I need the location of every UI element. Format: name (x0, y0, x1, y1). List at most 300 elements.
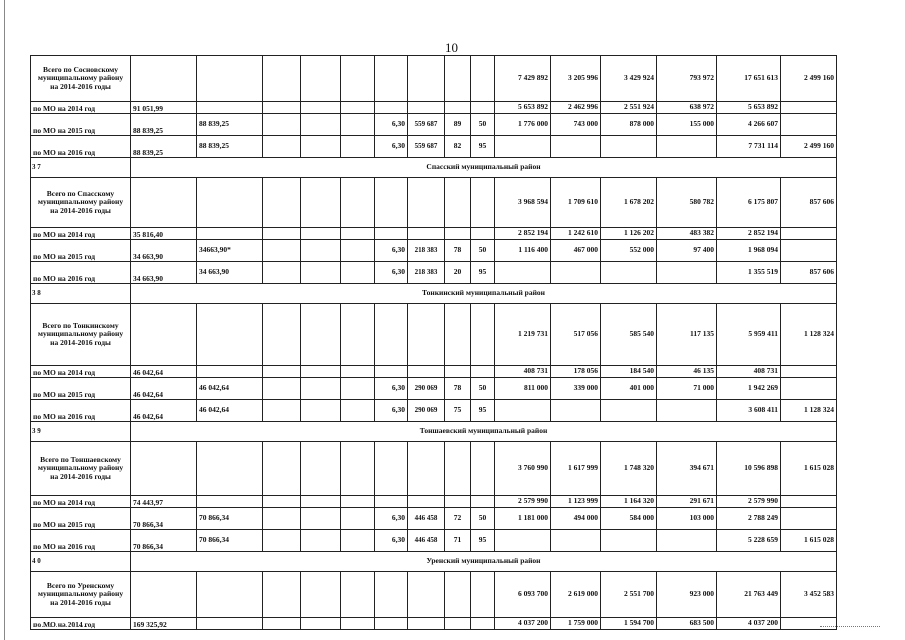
empty-cell (445, 56, 471, 102)
unit-cost: 559 687 (408, 136, 445, 158)
year-label: по МО на 2014 год (31, 496, 131, 508)
value-c12: 638 972 (657, 102, 717, 114)
value-c14: 857 606 (781, 262, 837, 284)
value-c12 (657, 530, 717, 552)
total-value-c9: 7 429 892 (495, 56, 551, 102)
value-c10: 2 462 996 (551, 102, 601, 114)
area-total: 34 663,90 (131, 240, 197, 262)
empty-cell (341, 530, 375, 552)
share-b: 95 (471, 400, 495, 422)
value-c14 (781, 508, 837, 530)
total-value-c13: 21 763 449 (717, 572, 781, 618)
area-resettled: 88 839,25 (197, 136, 263, 158)
total-value-c14: 1 128 324 (781, 304, 837, 366)
empty-cell (375, 572, 408, 618)
empty-cell (197, 56, 263, 102)
value-c14 (781, 496, 837, 508)
year-row (31, 378, 837, 400)
empty-cell (408, 572, 445, 618)
empty-cell (131, 304, 197, 366)
value-c13: 1 355 519 (717, 262, 781, 284)
share-a: 20 (445, 262, 471, 284)
empty-cell (301, 400, 341, 422)
year-label: по МО на 2016 год (31, 136, 131, 158)
total-label: Всего по Сосновскому муниципальному району на 2014-2016 годы (31, 56, 131, 102)
value-c12: 97 400 (657, 240, 717, 262)
year-label: по МО на 2015 год (31, 240, 131, 262)
empty-cell (197, 572, 263, 618)
year-row (31, 136, 837, 158)
empty-cell (263, 496, 301, 508)
value-c9 (495, 136, 551, 158)
value-c14 (781, 114, 837, 136)
value-c10: 178 056 (551, 366, 601, 378)
empty-cell (263, 102, 301, 114)
unit-cost: 290 069 (408, 400, 445, 422)
year-label: по МО на 2016 год (31, 530, 131, 552)
year-label: по МО на 2014 год (31, 102, 131, 114)
empty-cell (263, 240, 301, 262)
year-label: по МО на 2015 год (31, 378, 131, 400)
empty-cell (375, 56, 408, 102)
footer-mark-right (820, 626, 880, 628)
total-value-c13: 5 959 411 (717, 304, 781, 366)
value-c14 (781, 378, 837, 400)
empty-cell (301, 618, 341, 630)
unit-cost (408, 102, 445, 114)
empty-cell (131, 442, 197, 496)
year-row (31, 508, 837, 530)
year-row (31, 366, 837, 378)
area-total: 169 325,92 (131, 618, 197, 630)
value-c11: 2 551 924 (601, 102, 657, 114)
share-a (445, 366, 471, 378)
share-a (445, 102, 471, 114)
empty-cell (301, 366, 341, 378)
empty-cell (301, 56, 341, 102)
area-total: 70 866,34 (131, 530, 197, 552)
value-c13: 2 579 990 (717, 496, 781, 508)
empty-cell (197, 442, 263, 496)
share-a: 72 (445, 508, 471, 530)
value-c9 (495, 262, 551, 284)
empty-cell (341, 178, 375, 228)
value-c14: 1 615 028 (781, 530, 837, 552)
value-c14: 1 128 324 (781, 400, 837, 422)
value-c9: 811 000 (495, 378, 551, 400)
value-c11: 584 000 (601, 508, 657, 530)
empty-cell (263, 304, 301, 366)
value-c10: 1 123 999 (551, 496, 601, 508)
empty-cell (301, 442, 341, 496)
year-row (31, 618, 837, 630)
district-total-row (31, 572, 837, 618)
value-c11 (601, 262, 657, 284)
value-c11: 1 594 700 (601, 618, 657, 630)
value-c11 (601, 136, 657, 158)
area-resettled: 46 042,64 (197, 400, 263, 422)
share-b (471, 618, 495, 630)
section-header-row (31, 422, 837, 442)
empty-cell (471, 178, 495, 228)
area-resettled: 88 839,25 (197, 114, 263, 136)
value-c10 (551, 136, 601, 158)
value-c9: 1 116 400 (495, 240, 551, 262)
total-value-c11: 3 429 924 (601, 56, 657, 102)
value-c10 (551, 262, 601, 284)
empty-cell (341, 56, 375, 102)
empty-cell (301, 572, 341, 618)
value-c9: 4 037 200 (495, 618, 551, 630)
area-resettled (197, 618, 263, 630)
share-b (471, 228, 495, 240)
share-a (445, 228, 471, 240)
value-c11: 401 000 (601, 378, 657, 400)
empty-cell (341, 102, 375, 114)
share-a (445, 496, 471, 508)
year-label: по МО на 2015 год (31, 114, 131, 136)
area-resettled (197, 496, 263, 508)
section-title: Тонкинский муниципальный район (131, 284, 837, 304)
coefficient: 6,30 (375, 378, 408, 400)
section-header-row (31, 158, 837, 178)
empty-cell (301, 136, 341, 158)
area-total: 46 042,64 (131, 366, 197, 378)
total-value-c9: 1 219 731 (495, 304, 551, 366)
year-row (31, 228, 837, 240)
empty-cell (341, 136, 375, 158)
value-c13: 4 037 200 (717, 618, 781, 630)
empty-cell (197, 304, 263, 366)
empty-cell (263, 178, 301, 228)
empty-cell (445, 572, 471, 618)
year-row (31, 262, 837, 284)
total-value-c10: 1 617 999 (551, 442, 601, 496)
value-c11: 878 000 (601, 114, 657, 136)
empty-cell (301, 114, 341, 136)
area-total: 70 866,34 (131, 508, 197, 530)
area-resettled: 34663,90* (197, 240, 263, 262)
empty-cell (263, 572, 301, 618)
empty-cell (301, 508, 341, 530)
empty-cell (263, 136, 301, 158)
value-c9: 5 653 892 (495, 102, 551, 114)
area-resettled: 34 663,90 (197, 262, 263, 284)
empty-cell (408, 178, 445, 228)
total-value-c10: 2 619 000 (551, 572, 601, 618)
total-value-c9: 3 760 990 (495, 442, 551, 496)
unit-cost: 290 069 (408, 378, 445, 400)
total-value-c10: 3 205 996 (551, 56, 601, 102)
total-label: Всего по Уренскому муниципальному району на 2014-2016 годы (31, 572, 131, 618)
empty-cell (263, 366, 301, 378)
share-a (445, 618, 471, 630)
empty-cell (301, 178, 341, 228)
share-b: 50 (471, 508, 495, 530)
unit-cost (408, 228, 445, 240)
value-c11: 184 540 (601, 366, 657, 378)
empty-cell (471, 304, 495, 366)
empty-cell (301, 240, 341, 262)
share-a: 71 (445, 530, 471, 552)
coefficient (375, 618, 408, 630)
total-value-c14: 3 452 583 (781, 572, 837, 618)
value-c12: 103 000 (657, 508, 717, 530)
year-label: по МО на 2015 год (31, 508, 131, 530)
value-c10: 1 759 000 (551, 618, 601, 630)
empty-cell (301, 228, 341, 240)
year-label: по МО на 2016 год (31, 400, 131, 422)
coefficient: 6,30 (375, 530, 408, 552)
empty-cell (408, 304, 445, 366)
empty-cell (301, 262, 341, 284)
coefficient (375, 228, 408, 240)
page-number: 10 (445, 40, 458, 55)
empty-cell (263, 400, 301, 422)
year-row (31, 102, 837, 114)
section-title: Спасский муниципальный район (131, 158, 837, 178)
empty-cell (445, 178, 471, 228)
value-c10: 467 000 (551, 240, 601, 262)
total-label: Всего по Тонкинскому муниципальному району на 2014-2016 годы (31, 304, 131, 366)
year-row (31, 114, 837, 136)
empty-cell (445, 442, 471, 496)
total-value-c13: 6 175 807 (717, 178, 781, 228)
budget-table (30, 55, 837, 630)
share-b: 95 (471, 530, 495, 552)
value-c12: 483 382 (657, 228, 717, 240)
value-c12 (657, 136, 717, 158)
total-value-c14: 1 615 028 (781, 442, 837, 496)
total-value-c9: 3 968 594 (495, 178, 551, 228)
value-c10: 494 000 (551, 508, 601, 530)
empty-cell (263, 114, 301, 136)
empty-cell (301, 496, 341, 508)
share-a: 89 (445, 114, 471, 136)
value-c9: 1 181 000 (495, 508, 551, 530)
section-number: 3 7 (31, 158, 131, 178)
empty-cell (471, 442, 495, 496)
empty-cell (471, 572, 495, 618)
value-c12 (657, 400, 717, 422)
share-a: 78 (445, 378, 471, 400)
section-header-row (31, 552, 837, 572)
empty-cell (263, 442, 301, 496)
total-value-c11: 2 551 700 (601, 572, 657, 618)
district-total-row (31, 442, 837, 496)
value-c12: 71 000 (657, 378, 717, 400)
share-b: 95 (471, 262, 495, 284)
total-value-c10: 517 056 (551, 304, 601, 366)
share-b (471, 496, 495, 508)
value-c13: 4 266 607 (717, 114, 781, 136)
year-label: по МО на 2014 год (31, 618, 131, 630)
value-c9: 2 579 990 (495, 496, 551, 508)
section-number: 4 0 (31, 552, 131, 572)
value-c14 (781, 366, 837, 378)
empty-cell (341, 378, 375, 400)
area-resettled: 46 042,64 (197, 378, 263, 400)
year-row (31, 400, 837, 422)
empty-cell (263, 228, 301, 240)
value-c11: 1 126 202 (601, 228, 657, 240)
area-resettled (197, 366, 263, 378)
value-c12 (657, 262, 717, 284)
value-c14 (781, 102, 837, 114)
value-c13: 7 731 114 (717, 136, 781, 158)
empty-cell (301, 102, 341, 114)
value-c13: 3 608 411 (717, 400, 781, 422)
area-resettled (197, 228, 263, 240)
empty-cell (471, 56, 495, 102)
empty-cell (341, 240, 375, 262)
area-total: 91 051,99 (131, 102, 197, 114)
value-c13: 408 731 (717, 366, 781, 378)
total-value-c10: 1 709 610 (551, 178, 601, 228)
area-total: 46 042,64 (131, 378, 197, 400)
value-c12: 683 500 (657, 618, 717, 630)
empty-cell (131, 56, 197, 102)
empty-cell (301, 530, 341, 552)
empty-cell (301, 304, 341, 366)
section-number: 3 9 (31, 422, 131, 442)
value-c11 (601, 400, 657, 422)
value-c14 (781, 228, 837, 240)
year-row (31, 240, 837, 262)
unit-cost (408, 496, 445, 508)
value-c11 (601, 530, 657, 552)
value-c9 (495, 400, 551, 422)
section-number: 3 8 (31, 284, 131, 304)
total-value-c13: 17 651 613 (717, 56, 781, 102)
empty-cell (341, 304, 375, 366)
value-c10: 743 000 (551, 114, 601, 136)
value-c13: 1 968 094 (717, 240, 781, 262)
empty-cell (408, 442, 445, 496)
value-c10 (551, 400, 601, 422)
empty-cell (341, 366, 375, 378)
district-total-row (31, 304, 837, 366)
share-b: 50 (471, 378, 495, 400)
total-value-c12: 923 000 (657, 572, 717, 618)
share-b (471, 366, 495, 378)
coefficient: 6,30 (375, 400, 408, 422)
empty-cell (263, 56, 301, 102)
district-total-row (31, 178, 837, 228)
value-c11: 1 164 320 (601, 496, 657, 508)
empty-cell (341, 496, 375, 508)
value-c9: 1 776 000 (495, 114, 551, 136)
coefficient: 6,30 (375, 240, 408, 262)
year-row (31, 530, 837, 552)
unit-cost (408, 618, 445, 630)
year-label: по МО на 2014 год (31, 228, 131, 240)
value-c12: 46 135 (657, 366, 717, 378)
empty-cell (263, 618, 301, 630)
share-b: 95 (471, 136, 495, 158)
unit-cost: 446 458 (408, 508, 445, 530)
share-a: 78 (445, 240, 471, 262)
total-value-c12: 793 972 (657, 56, 717, 102)
empty-cell (341, 228, 375, 240)
total-value-c9: 6 093 700 (495, 572, 551, 618)
coefficient: 6,30 (375, 262, 408, 284)
total-label: Всего по Спасскому муниципальному району на 2014-2016 годы (31, 178, 131, 228)
empty-cell (197, 178, 263, 228)
empty-cell (263, 378, 301, 400)
year-label: по МО на 2016 год (31, 262, 131, 284)
empty-cell (131, 178, 197, 228)
value-c10: 1 242 610 (551, 228, 601, 240)
empty-cell (131, 572, 197, 618)
empty-cell (408, 56, 445, 102)
coefficient: 6,30 (375, 136, 408, 158)
coefficient (375, 366, 408, 378)
value-c9: 2 852 194 (495, 228, 551, 240)
total-value-c12: 580 782 (657, 178, 717, 228)
section-title: Уренский муниципальный район (131, 552, 837, 572)
value-c14: 2 499 160 (781, 136, 837, 158)
empty-cell (341, 262, 375, 284)
coefficient: 6,30 (375, 114, 408, 136)
value-c13: 2 788 249 (717, 508, 781, 530)
total-value-c12: 394 671 (657, 442, 717, 496)
value-c12: 155 000 (657, 114, 717, 136)
area-resettled (197, 102, 263, 114)
coefficient (375, 102, 408, 114)
value-c13: 1 942 269 (717, 378, 781, 400)
year-label: по МО на 2014 год (31, 366, 131, 378)
value-c9: 408 731 (495, 366, 551, 378)
district-total-row (31, 56, 837, 102)
coefficient (375, 496, 408, 508)
unit-cost (408, 366, 445, 378)
area-total: 34 663,90 (131, 262, 197, 284)
value-c10: 339 000 (551, 378, 601, 400)
value-c13: 5 653 892 (717, 102, 781, 114)
total-value-c11: 585 540 (601, 304, 657, 366)
total-value-c11: 1 748 320 (601, 442, 657, 496)
value-c13: 5 228 659 (717, 530, 781, 552)
value-c9 (495, 530, 551, 552)
value-c10 (551, 530, 601, 552)
empty-cell (375, 178, 408, 228)
empty-cell (341, 618, 375, 630)
total-value-c12: 117 135 (657, 304, 717, 366)
total-value-c14: 2 499 160 (781, 56, 837, 102)
section-title: Тоншаевский муниципальный район (131, 422, 837, 442)
empty-cell (263, 262, 301, 284)
area-resettled: 70 866,34 (197, 530, 263, 552)
area-total: 88 839,25 (131, 136, 197, 158)
value-c11: 552 000 (601, 240, 657, 262)
unit-cost: 559 687 (408, 114, 445, 136)
share-b (471, 102, 495, 114)
empty-cell (375, 304, 408, 366)
empty-cell (341, 114, 375, 136)
total-label: Всего по Тоншаевскому муниципальному району на 2014-2016 годы (31, 442, 131, 496)
share-a: 75 (445, 400, 471, 422)
empty-cell (341, 400, 375, 422)
unit-cost: 218 383 (408, 262, 445, 284)
area-resettled: 70 866,34 (197, 508, 263, 530)
empty-cell (341, 572, 375, 618)
value-c13: 2 852 194 (717, 228, 781, 240)
empty-cell (263, 508, 301, 530)
empty-cell (445, 304, 471, 366)
empty-cell (301, 378, 341, 400)
area-total: 74 443,97 (131, 496, 197, 508)
